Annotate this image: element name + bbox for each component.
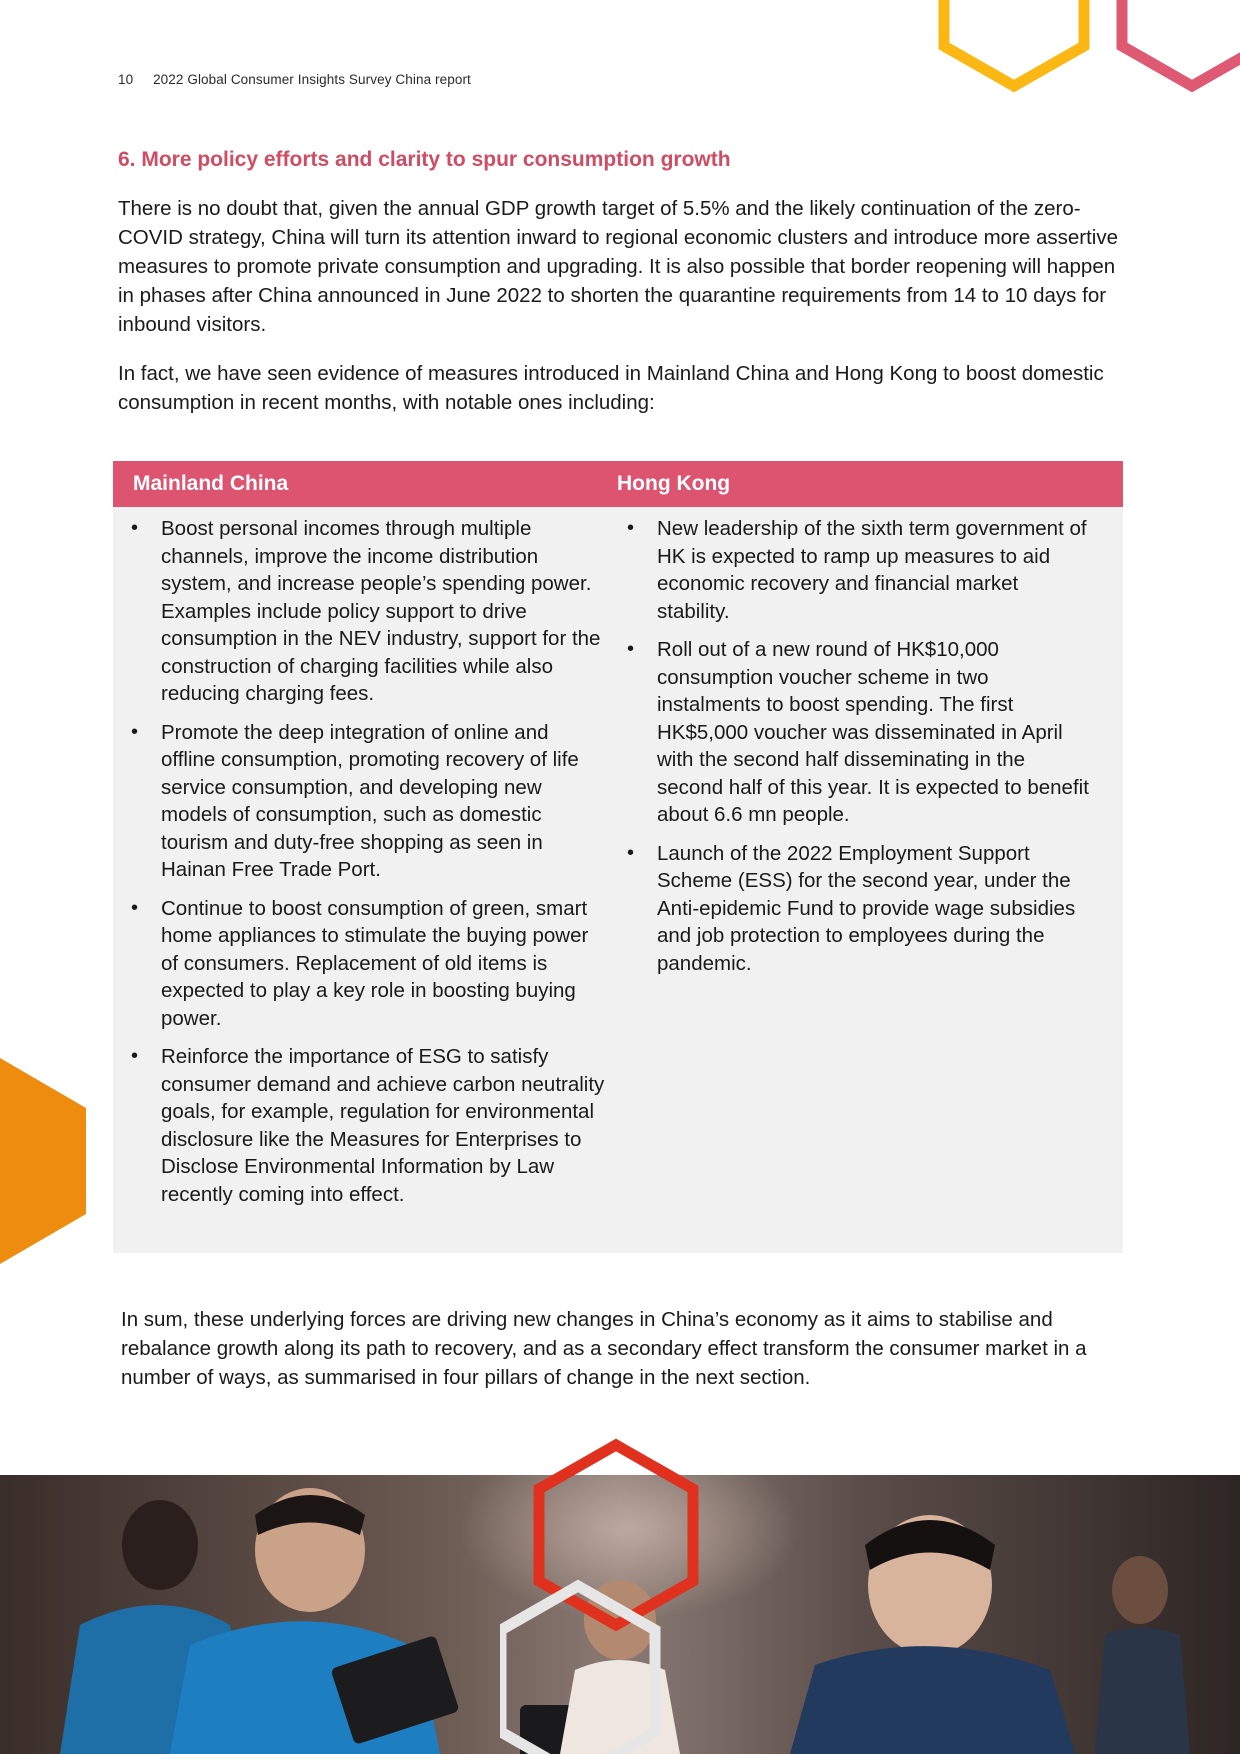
list-item: • Launch of the 2022 Employment Support Scheme (ESS) for the second year, under the Anti-epidemic Fund to provide wage subsidies and job protection to employees during the pandemic. [627, 840, 1093, 978]
hexagon-decoration-photo-icon [500, 1432, 720, 1754]
measures-table [113, 461, 1123, 1253]
list-item: • Roll out of a new round of HK$10,000 consumption voucher scheme in two instalments to boost spending. The first HK$5,000 voucher was disseminated in April with the second half disseminating in the second half of this year. It is expected to benefit about 6.6 mn people. [627, 636, 1093, 829]
hong-kong-list [617, 507, 1123, 1219]
evidence-paragraph: In fact, we have seen evidence of measures introduced in Mainland China and Hong Kong to boost domestic consumption in recent months, with notable ones including: [118, 362, 1104, 414]
list-item: • Reinforce the importance of ESG to satisfy consumer demand and achieve carbon neutrality goals, for example, regulation for environmental disclosure like the Measures for Enterprises to Disclose Environmental Information by Law recently coming into effect. [131, 1043, 608, 1208]
summary-paragraph: In sum, these underlying forces are driving new changes in China’s economy as it aims to stabilise and rebalance growth along its path to recovery, and as a secondary effect transform the consumer market in a number of ways, as summarised in four pillars of change in the next section. [121, 1308, 1087, 1389]
list-item: • Continue to boost consumption of green, smart home appliances to stimulate the buying power of consumers. Replacement of old items is expected to play a key role in boosting buying power. [131, 895, 608, 1033]
hexagon-decoration-left-icon [0, 1058, 90, 1264]
intro-paragraph: There is no doubt that, given the annual GDP growth target of 5.5% and the likely continuation of the zero-COVID strategy, China will turn its attention inward to regional economic clusters and introduce more assertive measures to promote private consumption and upgrading. It is also possible that border reopening will happen in phases after China announced in June 2022 to shorten the quarantine requirements from 14 to 10 days for inbound visitors. [118, 197, 1119, 336]
page-header [118, 72, 471, 87]
list-item: • Promote the deep integration of online and offline consumption, promoting recovery of life service consumption, and developing new models of consumption, such as domestic tourism and duty-free shopping as seen in Hainan Free Trade Port. [131, 719, 608, 884]
header-hong-kong: Hong Kong [617, 472, 731, 495]
list-item: • Boost personal incomes through multiple channels, improve the income distribution system, and increase people’s spending power. Examples include policy support to drive consumption in the NEV industry, support for the construction of charging facilities while also reducing charging fees. [131, 515, 608, 708]
mainland-china-list [113, 507, 617, 1219]
header-mainland-china: Mainland China [133, 472, 289, 495]
hexagon-decoration-top-icon [930, 0, 1240, 110]
report-title: 2022 Global Consumer Insights Survey China report [153, 72, 471, 87]
table-header [113, 461, 1123, 507]
page-number: 10 [118, 72, 134, 87]
table-body [113, 507, 1123, 1219]
section-title: 6. More policy efforts and clarity to spur consumption growth [118, 148, 731, 171]
list-item: • New leadership of the sixth term government of HK is expected to ramp up measures to aid economic recovery and financial market stability. [627, 515, 1093, 625]
